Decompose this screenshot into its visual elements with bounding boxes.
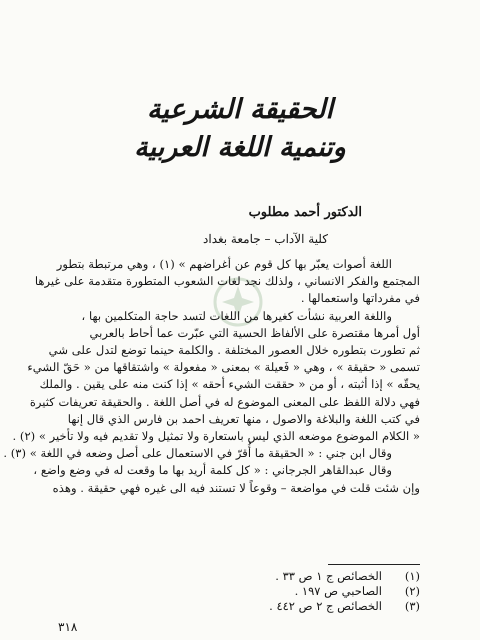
- body-line: « الكلام الموضوع موضعه الذي ليس باستعارة ولا تمثيل ولا تقديم فيه ولا تأخير » (٢) .: [12, 429, 420, 444]
- body-line: وقال عبدالقاهر الجرجاني : « كل كلمة أريد بها ما وقعت له في وضع واضع ،: [33, 463, 392, 478]
- author-name: الدكتور أحمد مطلوب: [248, 205, 362, 220]
- footnote-item: [48, 584, 420, 599]
- body-line: ثم تطورت بتطوره خلال العصور المختلفة . والكلمة حينما توضع لتدل على شي: [48, 343, 420, 358]
- title-line-2: وتنمية اللغة العربية: [134, 132, 346, 163]
- footnotes: [48, 569, 420, 614]
- footnote-text: الخصائص ج ٢ ص ٤٤٢ .: [269, 599, 382, 613]
- footnote-number: (٣): [404, 599, 420, 613]
- body-line: فهي دلالة اللفظ على المعنى الموضوع له في أصل اللغة . والحقيقة تعريفات كثيرة: [29, 394, 420, 409]
- body-line: في مفرداتها واستعمالها .: [300, 291, 420, 306]
- body-line: في كتب اللغة والبلاغة والاصول ، منها تعريف احمد بن فارس الذي قال إنها: [67, 411, 420, 426]
- body-line: وقال ابن جني : « الحقيقة ما أُقرّ في الاستعمال على أصل وضعه في اللغة » (٣) .: [3, 446, 392, 461]
- body-text: [3, 256, 420, 497]
- article-title: [0, 92, 480, 166]
- author-affiliation: كلية الآداب – جامعة بغداد: [203, 232, 328, 246]
- body-line: وإن شئت قلت في مواضعة – وقوعاً لا تستند فيه الى غيره فهي حقيقة . وهذه: [52, 480, 420, 495]
- footnote-number: (١): [404, 569, 420, 583]
- footnote-item: [48, 599, 420, 614]
- footnote-item: [48, 569, 420, 584]
- body-line: أول أمرها مقتصرة على الألفاظ الحسية التي عبّرت عما أحاط بالعربي: [89, 325, 420, 340]
- page-number: ٣١٨: [58, 620, 78, 634]
- body-line: يحقّه » إذا أثبته ، أو من « حققت الشيء أحقه » إذا كنت منه على يقين . والملك: [39, 377, 420, 392]
- body-line: واللغة العربية نشأت كغيرها من اللغات لتسد حاجة المتكلمين بها ،: [81, 308, 392, 323]
- footnote-divider: [328, 564, 420, 565]
- footnote-number: (٢): [404, 584, 420, 598]
- title-line-1: الحقيقة الشرعية: [147, 94, 333, 125]
- body-line: اللغة أصوات يعبّر بها كل قوم عن أغراضهم » (١) ، وهي مرتبطة بتطور: [56, 257, 392, 271]
- body-line: تسمى « حقيقة » ، وهي « فَعيلة » بمعنى « مفعولة » واشتقاقها من « حَقّ الشيء: [27, 360, 420, 375]
- body-line: المجتمع والفكر الانساني ، ولذلك نجد لغات الشعوب المتطورة متقدمة على غيرها: [34, 274, 420, 289]
- footnote-text: الخصائص ج ١ ص ٣٣ .: [275, 569, 382, 583]
- footnote-text: الصاحبي ص ١٩٧ .: [294, 584, 382, 598]
